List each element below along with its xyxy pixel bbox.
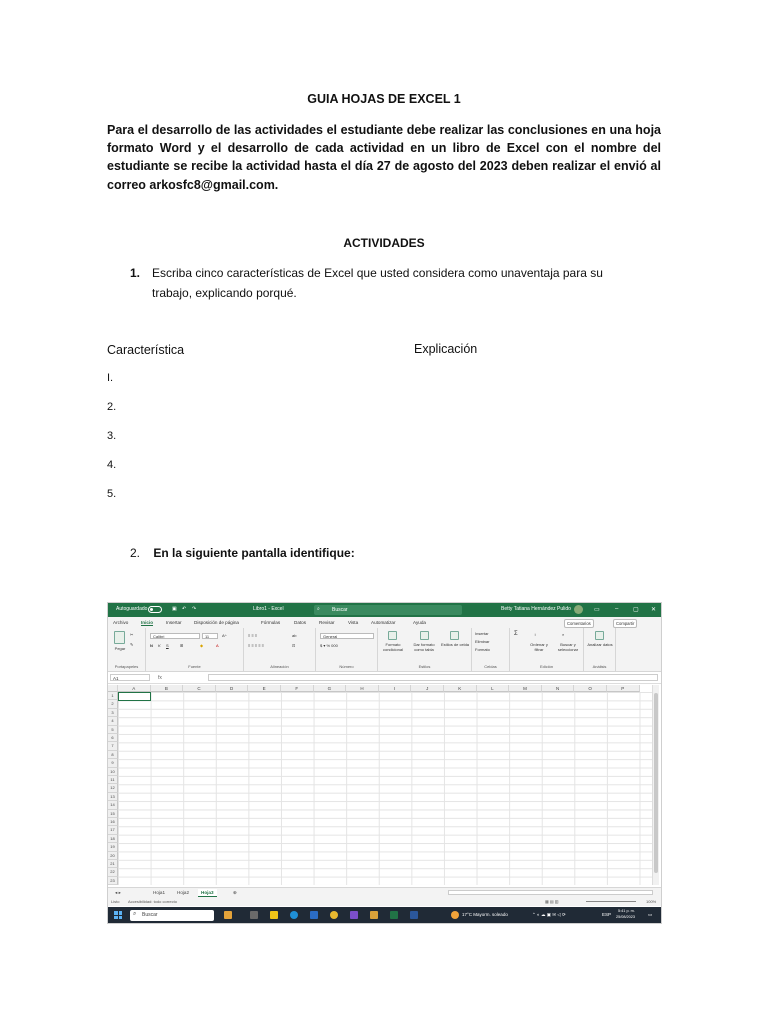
tab-inicio[interactable]: Inicio <box>141 620 153 625</box>
align-top-icon[interactable]: ≡ ≡ ≡ <box>248 633 258 638</box>
column-header[interactable]: H <box>346 685 379 692</box>
row-header[interactable]: 11 <box>108 776 118 784</box>
editing-label: Edición <box>539 664 554 669</box>
font-color-icon[interactable]: A <box>216 643 219 648</box>
status-ready: Listo <box>111 899 120 904</box>
paste-icon[interactable] <box>114 631 125 644</box>
italic-icon[interactable]: K <box>158 643 161 648</box>
zoom-level: 100% <box>646 899 657 904</box>
excel-title-bar <box>108 603 661 617</box>
windows-taskbar <box>108 907 661 924</box>
column-header[interactable]: B <box>151 685 184 692</box>
tab-automatizar[interactable]: Automatizar <box>371 620 396 625</box>
column-header[interactable]: J <box>411 685 444 692</box>
ribbon-tabs <box>108 617 661 628</box>
fx-icon[interactable]: fx <box>158 675 162 681</box>
format-cells-button[interactable]: Formato <box>475 647 490 652</box>
row-header[interactable]: 9 <box>108 759 118 767</box>
column-header[interactable]: F <box>281 685 314 692</box>
row-header[interactable]: 12 <box>108 784 118 792</box>
tab-formulas[interactable]: Fórmulas <box>261 620 281 625</box>
list-item: 2. <box>107 401 117 413</box>
sort-icon[interactable]: ↕ <box>534 632 536 637</box>
store-icon[interactable] <box>310 911 318 919</box>
weather-icon[interactable] <box>451 911 459 919</box>
sort-filter-label[interactable]: Ordenar y filtrar <box>530 642 548 652</box>
font-label: Fuente <box>188 664 201 669</box>
autosum-icon[interactable]: Σ <box>514 631 518 637</box>
autosave-toggle[interactable] <box>148 606 162 613</box>
explanation-header: Explicación <box>414 342 478 356</box>
column-header[interactable]: C <box>183 685 216 692</box>
row-header[interactable]: 7 <box>108 742 118 750</box>
list-item: 3. <box>107 430 117 442</box>
cut-icon[interactable]: ✂ <box>130 632 134 637</box>
language-indicator[interactable]: ESP <box>602 912 612 917</box>
notifications-icon[interactable]: ▭ <box>648 912 653 917</box>
file-explorer-icon[interactable] <box>270 911 278 919</box>
tab-ayuda[interactable]: Ayuda <box>413 620 426 625</box>
merge-icon[interactable]: ⊡ <box>292 643 296 648</box>
share-button[interactable]: Compartir <box>613 619 637 628</box>
worksheet-grid[interactable] <box>108 685 656 885</box>
title-search-box[interactable] <box>314 605 462 615</box>
font-size-select[interactable]: 11 <box>202 633 218 639</box>
find-icon[interactable]: ⌕ <box>562 632 565 637</box>
undo-icon[interactable]: ↶ <box>182 606 187 612</box>
cells-label: Celdas <box>484 664 497 669</box>
chrome-icon[interactable] <box>330 911 338 919</box>
taskbar-search-placeholder: Buscar <box>142 912 158 918</box>
row-header[interactable]: 14 <box>108 801 118 809</box>
title-search-placeholder: Buscar <box>332 607 348 613</box>
grow-font-icon[interactable]: A^ <box>222 633 227 638</box>
analysis-label: Análisis <box>592 664 607 669</box>
column-header[interactable]: L <box>477 685 510 692</box>
styles-group <box>378 628 472 671</box>
alignment-label: Alineación <box>270 664 289 669</box>
delete-cells-button[interactable]: Eliminar <box>475 639 490 644</box>
column-header[interactable]: D <box>216 685 249 692</box>
cond-format-label[interactable]: Formato condicional <box>382 642 403 652</box>
minimize-icon[interactable]: – <box>615 606 619 612</box>
tab-disposicion[interactable]: Disposición de página <box>194 620 239 625</box>
question-1-text: Escriba cinco características de Excel que usted considera como unaventaja para su trabajo, explicando porqué. <box>152 266 603 300</box>
align-left-icon[interactable]: ≡ ≡ ≡ ≡ ≡ <box>248 643 265 648</box>
sheet-tab-hoja2[interactable]: Hoja2 <box>177 890 190 895</box>
column-header[interactable]: A <box>118 685 151 692</box>
conditional-format-icon[interactable] <box>388 631 397 640</box>
currency-icon[interactable]: $ ▾ % 000 <box>320 643 338 648</box>
font-name-select[interactable]: Calibri <box>150 633 200 639</box>
comments-button[interactable]: Comentarios <box>564 619 594 628</box>
column-header[interactable]: P <box>607 685 640 692</box>
list-item: 5. <box>107 488 117 500</box>
table-format-label[interactable]: Dar formato como tabla <box>413 642 435 652</box>
list-item: I. <box>107 372 114 384</box>
add-sheet-icon[interactable]: ⊕ <box>233 890 237 895</box>
formula-bar <box>108 673 661 684</box>
analyze-data-label[interactable]: Analizar datos <box>587 642 613 647</box>
list-item: 4. <box>107 459 117 471</box>
row-header[interactable]: 6 <box>108 734 118 742</box>
question-2-text: En la siguiente pantalla identifique: <box>153 546 355 560</box>
clock-time[interactable]: 5:41 p. m. <box>618 909 635 913</box>
row-header[interactable]: 8 <box>108 751 118 759</box>
row-header[interactable]: 19 <box>108 843 118 851</box>
number-group <box>316 628 378 671</box>
briefcase-icon[interactable] <box>224 911 232 919</box>
editing-group <box>510 628 584 671</box>
column-header[interactable]: K <box>444 685 477 692</box>
analysis-group <box>584 628 616 671</box>
redo-icon[interactable]: ↷ <box>192 606 197 612</box>
task-view-icon[interactable] <box>250 911 258 919</box>
ribbon <box>108 628 661 672</box>
clipboard-group <box>108 628 146 671</box>
document-title: GUIA HOJAS DE EXCEL 1 <box>307 92 461 106</box>
characteristic-header: Característica <box>107 343 185 357</box>
view-normal-icon[interactable]: ▦ ▤ ▥ <box>545 899 559 904</box>
accessibility-status[interactable]: Accesibilidad: todo correcto <box>128 899 177 904</box>
ribbon-display-icon[interactable]: ▭ <box>594 607 600 613</box>
question-1-number: 1. <box>130 266 141 280</box>
row-header[interactable]: 13 <box>108 793 118 801</box>
column-header[interactable]: O <box>574 685 607 692</box>
row-header[interactable]: 3 <box>108 709 118 717</box>
save-icon[interactable]: ▣ <box>172 606 177 612</box>
system-tray-icons[interactable]: ⌃ ◐ ☁ ▣ ✉ ◁ ⟳ <box>532 912 566 917</box>
row-header[interactable]: 16 <box>108 818 118 826</box>
format-painter-icon[interactable]: ✎ <box>130 642 134 647</box>
tab-datos[interactable]: Datos <box>294 620 307 625</box>
analyze-data-icon[interactable] <box>595 631 604 640</box>
search-icon: ⌕ <box>317 606 320 612</box>
question-2 <box>130 546 355 560</box>
row-header[interactable]: 4 <box>108 717 118 725</box>
user-name: Betty Tatiana Hernández Pulido <box>501 606 571 612</box>
cell-grid[interactable] <box>118 692 656 885</box>
windows-start-icon[interactable] <box>114 911 122 919</box>
row-header[interactable]: 15 <box>108 810 118 818</box>
column-header[interactable]: M <box>509 685 542 692</box>
number-format-select[interactable]: General <box>320 633 374 639</box>
excel-icon[interactable] <box>390 911 398 919</box>
weather-text[interactable]: 17°C Mayorm. soleado <box>462 912 508 917</box>
row-header[interactable]: 2 <box>108 700 118 708</box>
wrap-text-icon[interactable]: ab <box>292 633 297 638</box>
maximize-icon[interactable]: ▢ <box>633 607 639 613</box>
question-1 <box>130 264 640 303</box>
column-header[interactable]: G <box>314 685 347 692</box>
edge-icon[interactable] <box>290 911 298 919</box>
select-all-corner[interactable] <box>108 685 118 692</box>
row-header[interactable]: 17 <box>108 826 118 834</box>
autosave-label: Autoguardado <box>116 606 148 612</box>
vertical-scrollbar[interactable] <box>652 685 659 885</box>
styles-label: Estilos <box>418 664 431 669</box>
row-header[interactable]: 21 <box>108 860 118 868</box>
insert-cells-button[interactable]: Insertar <box>475 631 489 636</box>
folder-icon[interactable] <box>370 911 378 919</box>
column-header[interactable]: E <box>248 685 281 692</box>
cell-styles-label[interactable]: Estilos de celda <box>441 642 470 647</box>
paste-label: Pegar <box>114 646 126 651</box>
zoom-slider[interactable] <box>586 901 636 902</box>
sheet-tabs-bar <box>108 887 661 898</box>
clock-date[interactable]: 25/08/2023 <box>616 915 636 919</box>
tab-revisar[interactable]: Revisar <box>319 620 335 625</box>
tab-vista[interactable]: Vista <box>348 620 359 625</box>
column-header[interactable]: N <box>542 685 575 692</box>
fill-color-icon[interactable]: ◆ <box>200 643 204 648</box>
excel-screenshot <box>107 602 662 924</box>
underline-icon[interactable]: S <box>166 643 169 648</box>
taskbar-search[interactable] <box>130 910 214 921</box>
close-icon[interactable]: ✕ <box>651 607 657 613</box>
question-2-number: 2. <box>130 546 141 560</box>
row-header[interactable]: 5 <box>108 726 118 734</box>
row-header[interactable]: 1 <box>108 692 118 700</box>
activities-title: ACTIVIDADES <box>343 236 425 250</box>
file-name: Libro1 - Excel <box>253 606 284 612</box>
alignment-group <box>244 628 316 671</box>
row-header[interactable]: 18 <box>108 835 118 843</box>
row-header[interactable]: 20 <box>108 852 118 860</box>
tab-archivo[interactable]: Archivo <box>113 620 129 625</box>
name-box[interactable]: A1 <box>110 674 150 681</box>
borders-icon[interactable]: ⊞ <box>180 643 184 648</box>
column-header[interactable]: I <box>379 685 412 692</box>
clipboard-label: Portapapeles <box>114 664 139 669</box>
avatar[interactable] <box>574 605 583 614</box>
find-select-label[interactable]: Buscar y seleccionar <box>557 642 579 652</box>
search-icon: ⌕ <box>133 911 137 917</box>
sheet-prev-icon[interactable]: ◂ ▸ <box>115 890 121 895</box>
intro-paragraph: Para el desarrollo de las actividades el estudiante debe realizar las conclusiones en una hoja formato Word y el desarrollo de cada actividad en un libro de Excel con el nombre del estudiante se recibe la actividad hasta el día 27 de agosto del 2023 deben realizar el envió al correo arkosfc8@gmail.com. <box>107 123 661 192</box>
font-group <box>146 628 244 671</box>
number-label: Número <box>339 664 354 669</box>
active-cell[interactable] <box>118 692 151 701</box>
tab-insertar[interactable]: Insertar <box>166 620 182 625</box>
app-icon[interactable] <box>350 911 358 919</box>
bold-icon[interactable]: N <box>150 643 153 648</box>
sheet-tab-hoja3[interactable]: Hoja3 <box>198 889 217 897</box>
table-format-icon[interactable] <box>420 631 429 640</box>
row-header[interactable]: 22 <box>108 868 118 876</box>
row-header[interactable]: 10 <box>108 768 118 776</box>
horizontal-scrollbar[interactable] <box>448 890 653 895</box>
cell-styles-icon[interactable] <box>450 631 459 640</box>
row-header[interactable]: 23 <box>108 877 118 885</box>
formula-input[interactable] <box>208 674 658 681</box>
status-bar <box>108 898 661 906</box>
sheet-tab-hoja1[interactable]: Hoja1 <box>153 890 166 895</box>
word-icon[interactable] <box>410 911 418 919</box>
cells-group <box>472 628 510 671</box>
